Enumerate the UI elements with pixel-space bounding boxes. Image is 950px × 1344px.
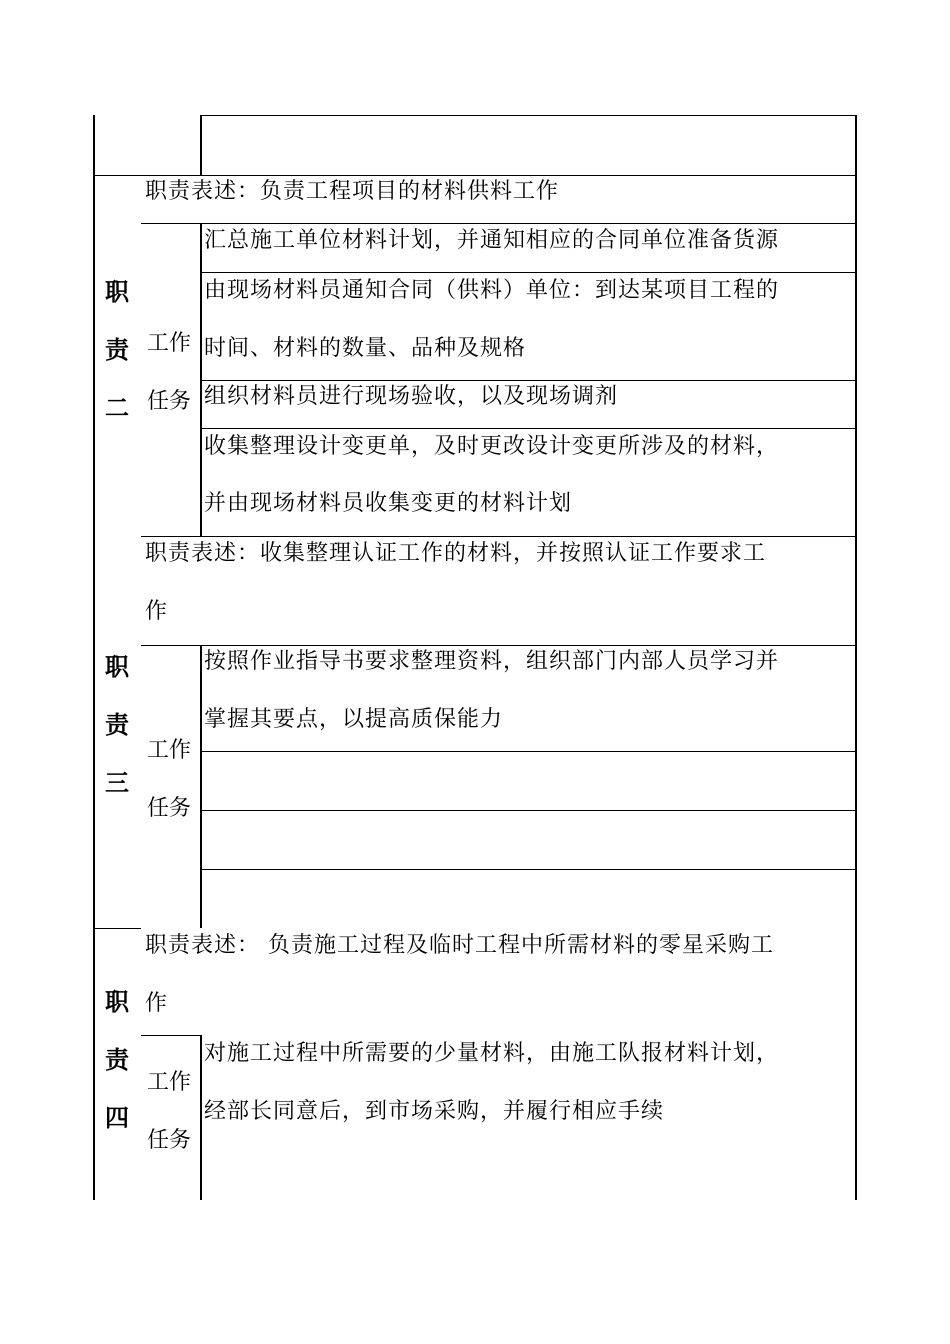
duty4-description: 职责表述： 负责施工过程及临时工程中所需材料的零星采购工 (145, 933, 774, 958)
duty2-label-char: 责 (105, 335, 129, 364)
table-right-border (855, 115, 857, 1200)
row-divider (141, 1035, 200, 1036)
duty4-task: 对施工过程中所需要的少量材料，由施工队报材料计划， (204, 1041, 780, 1066)
duty4-description-cont: 作 (145, 991, 169, 1016)
duty3-description: 职责表述：收集整理认证工作的材料，并按照认证工作要求工 (145, 541, 767, 566)
duty2-description: 职责表述：负责工程项目的材料供料工作 (145, 179, 560, 204)
duty3-description-cont: 作 (145, 599, 169, 624)
duty4-label-char: 职 (105, 987, 129, 1016)
duty2-task: 由现场材料员通知合同（供料）单位：到达某项目工程的 (204, 278, 780, 303)
duty2-task-label: 工作 (147, 331, 192, 356)
task-column-divider-duty3 (200, 645, 202, 928)
row-divider (200, 810, 856, 811)
row-divider (200, 115, 856, 116)
duty2-label-char: 二 (105, 393, 129, 422)
duty3-task-label: 任务 (147, 796, 192, 821)
row-divider (200, 428, 856, 429)
duty4-task-label: 任务 (147, 1128, 192, 1153)
duty3-label-char: 责 (105, 710, 129, 739)
duty3-label-char: 三 (105, 768, 129, 797)
row-divider (93, 928, 141, 929)
duty4-label-char: 责 (105, 1045, 129, 1074)
duty2-task: 组织材料员进行现场验收，以及现场调剂 (204, 384, 619, 409)
duty2-task: 收集整理设计变更单，及时更改设计变更所涉及的材料， (204, 434, 780, 459)
row-divider (141, 223, 856, 224)
duty3-task-label: 工作 (147, 738, 192, 763)
row-divider (141, 645, 856, 646)
row-divider (200, 272, 856, 273)
row-divider (200, 751, 856, 752)
duty3-task: 按照作业指导书要求整理资料，组织部门内部人员学习并 (204, 649, 780, 674)
duty2-task-label: 任务 (147, 389, 192, 414)
duty2-task: 并由现场材料员收集变更的材料计划 (204, 491, 573, 516)
task-column-divider-duty4 (200, 1035, 202, 1200)
task-column-divider-top (200, 115, 202, 175)
duty3-task: 掌握其要点，以提高质保能力 (204, 707, 504, 732)
duty4-label-char: 四 (105, 1103, 129, 1132)
duty2-task: 汇总施工单位材料计划，并通知相应的合同单位准备货源 (204, 228, 780, 253)
duty3-label-char: 职 (105, 652, 129, 681)
row-divider (200, 380, 856, 381)
row-divider (93, 175, 856, 176)
row-divider (200, 869, 856, 870)
duty2-task: 时间、材料的数量、品种及规格 (204, 336, 527, 361)
row-divider (141, 536, 856, 537)
duty2-label-char: 职 (105, 277, 129, 306)
duty4-task-label: 工作 (147, 1070, 192, 1095)
duty4-task: 经部长同意后，到市场采购，并履行相应手续 (204, 1099, 665, 1124)
table-left-border (93, 115, 95, 1200)
